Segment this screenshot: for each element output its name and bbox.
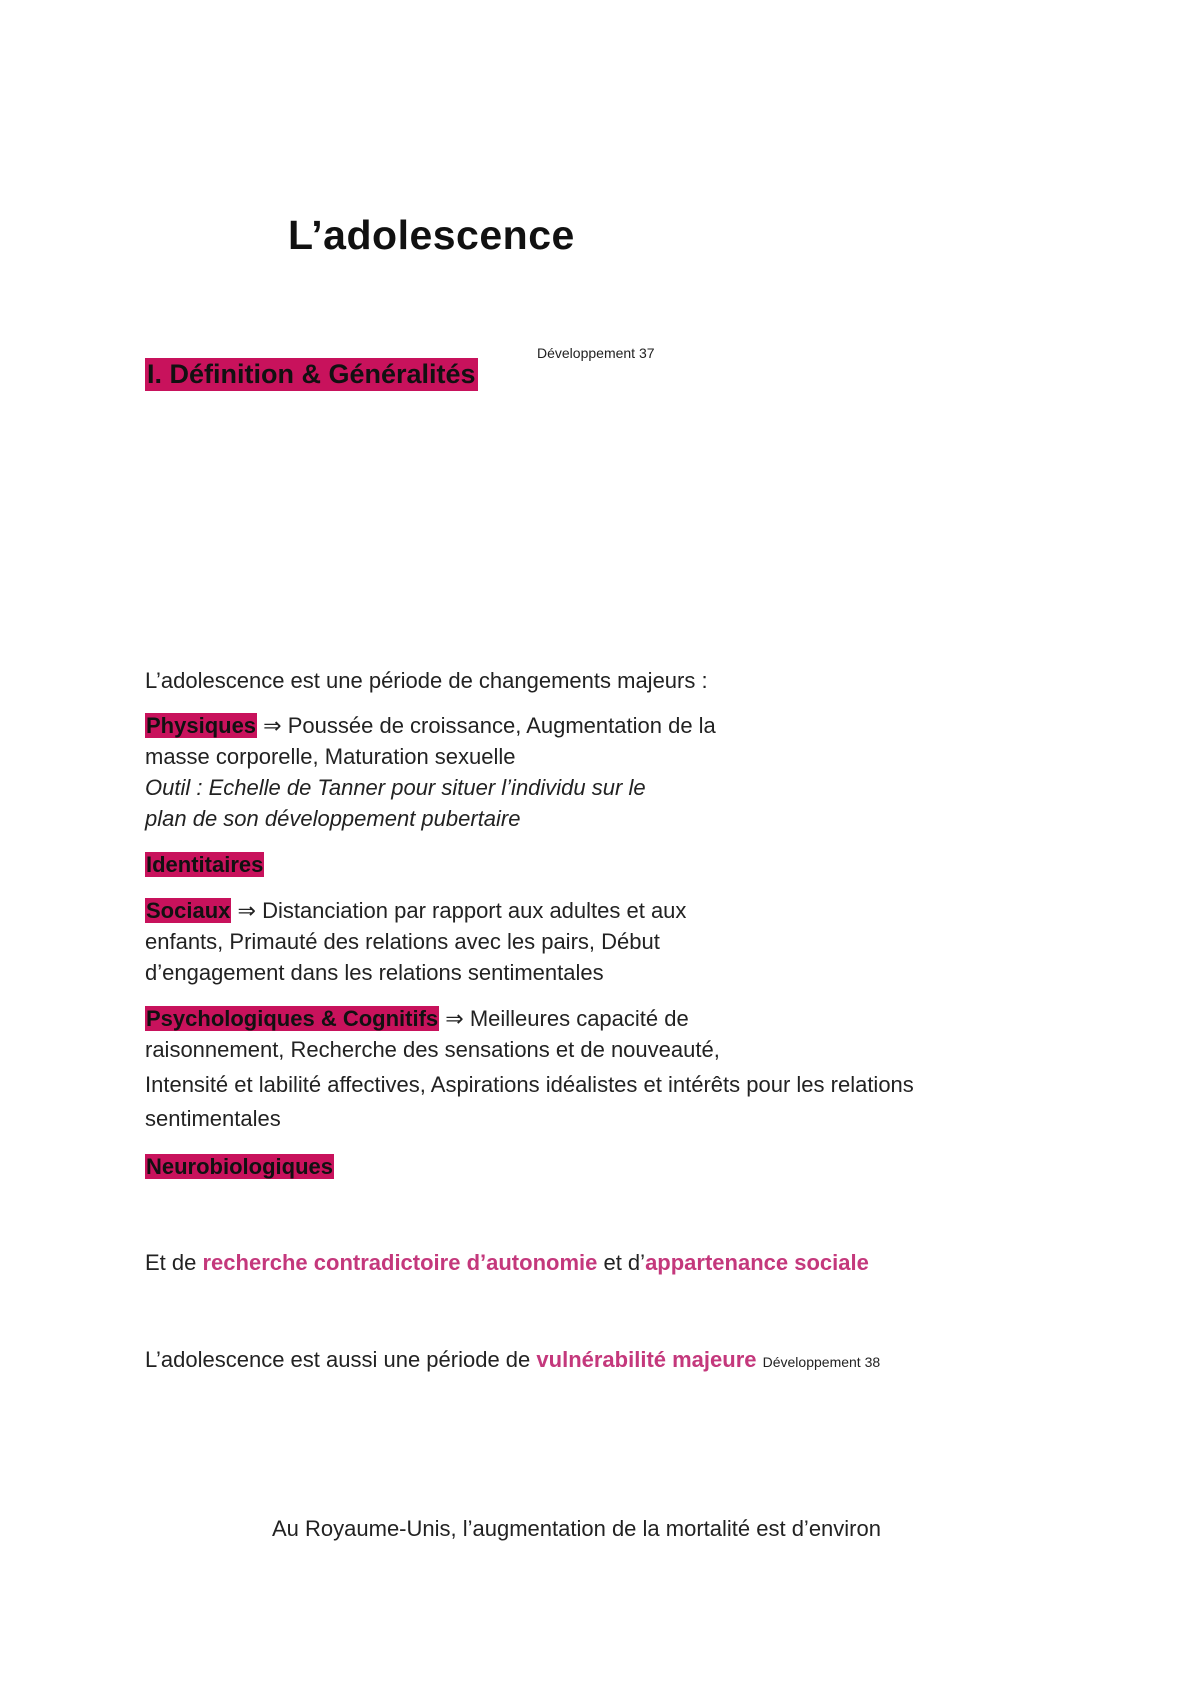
recherche-line: [145, 1247, 869, 1278]
vulnerabilite-highlight: vulnérabilité majeure: [536, 1347, 757, 1372]
sociaux-line2: enfants, Primauté des relations avec les pairs, Début: [145, 929, 660, 954]
psycho-tag: Psychologiques & Cognitifs: [146, 1006, 439, 1031]
psycho-line4: sentimentales: [145, 1106, 281, 1131]
neuro-block: [145, 1151, 334, 1182]
physiques-line2: masse corporelle, Maturation sexuelle: [145, 744, 516, 769]
intro-text: L’adolescence est une période de changements majeurs :: [145, 668, 708, 693]
arrow-icon: ⇒: [263, 713, 282, 738]
sociaux-block: [145, 895, 686, 988]
psycho-line1: Meilleures capacité de: [469, 1006, 689, 1031]
arrow-icon: ⇒: [445, 1006, 464, 1031]
physiques-line1: Poussée de croissance, Augmentation de la: [287, 713, 716, 738]
psycho-block: [145, 1003, 914, 1134]
section-reference: Développement 37: [537, 345, 655, 361]
arrow-icon: ⇒: [237, 898, 256, 923]
sociaux-tag: Sociaux: [146, 898, 231, 923]
page-title: L’adolescence: [288, 212, 575, 258]
psycho-line2: raisonnement, Recherche des sensations et de nouveauté,: [145, 1037, 720, 1062]
section-heading: I. Définition & Généralités: [147, 359, 476, 389]
identitaires-tag: Identitaires: [146, 852, 264, 877]
recherche-highlight-appartenance: appartenance sociale: [645, 1250, 869, 1275]
sociaux-line3: d’engagement dans les relations sentimentales: [145, 960, 604, 985]
recherche-prefix: Et de: [145, 1250, 203, 1275]
recherche-middle: et d’: [597, 1250, 646, 1275]
physiques-outil-line1: Outil : Echelle de Tanner pour situer l’individu sur le: [145, 775, 646, 800]
footer-line: Au Royaume-Unis, l’augmentation de la mortalité est d’environ: [272, 1516, 881, 1541]
psycho-line3: Intensité et labilité affectives, Aspirations idéalistes et intérêts pour les relations: [145, 1072, 914, 1097]
vulnerabilite-prefix: L’adolescence est aussi une période de: [145, 1347, 537, 1372]
physiques-outil-line2: plan de son développement pubertaire: [145, 806, 521, 831]
recherche-highlight-autonomie: recherche contradictoire d’autonomie: [202, 1250, 598, 1275]
identitaires-block: [145, 849, 264, 880]
sociaux-line1: Distanciation par rapport aux adultes et aux: [262, 898, 687, 923]
physiques-tag: Physiques: [146, 713, 257, 738]
physiques-block: [145, 710, 716, 834]
vulnerabilite-reference: Développement 38: [762, 1354, 881, 1370]
vulnerabilite-line: [145, 1344, 880, 1378]
neuro-tag: Neurobiologiques: [146, 1154, 333, 1179]
